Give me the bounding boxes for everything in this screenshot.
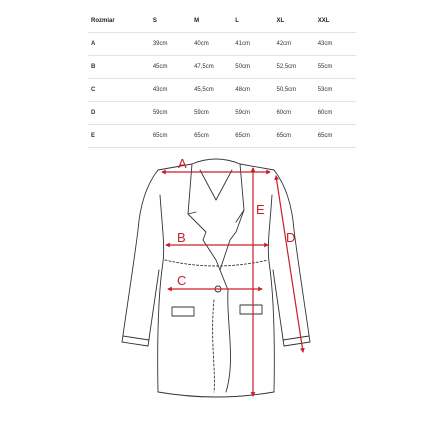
right-pocket: [240, 305, 262, 314]
table-cell: 59cm: [150, 102, 191, 125]
collar-back: [192, 159, 240, 164]
neck-v: [200, 170, 232, 200]
label-d: D: [286, 230, 296, 245]
right-lapel: [220, 164, 244, 270]
table-cell: 53cm: [315, 79, 356, 102]
label-b: B: [177, 230, 186, 245]
table-cell: 60cm: [274, 102, 315, 125]
inner-front-edge: [213, 300, 215, 392]
body-right-side: [268, 195, 274, 392]
table-cell: 43cm: [150, 79, 191, 102]
table-cell: 59cm: [191, 102, 232, 125]
table-cell: 48cm: [232, 79, 273, 102]
left-cuff: [123, 336, 149, 340]
table-cell: 59cm: [232, 102, 273, 125]
right-shoulder: [240, 164, 274, 170]
left-sleeve: [122, 170, 159, 346]
header-xl: XL: [274, 10, 315, 33]
row-label: C: [88, 79, 150, 102]
header-s: S: [150, 10, 191, 33]
row-label: A: [88, 33, 150, 56]
header-l: L: [232, 10, 273, 33]
row-label: B: [88, 56, 150, 79]
table-cell: 55cm: [315, 56, 356, 79]
table-cell: 50,5cm: [274, 79, 315, 102]
row-label: D: [88, 102, 150, 125]
table-cell: 65cm: [274, 125, 315, 148]
body-left-side: [158, 195, 164, 392]
left-lapel: [188, 164, 228, 290]
table-cell: 65cm: [191, 125, 232, 148]
right-cuff: [283, 336, 309, 340]
table-cell: 39cm: [150, 33, 191, 56]
header-xxl: XXL: [315, 10, 356, 33]
row-label: E: [88, 125, 150, 148]
header-m: M: [191, 10, 232, 33]
table-cell: 45cm: [150, 56, 191, 79]
jacket-outline: [122, 159, 310, 397]
left-pocket: [172, 307, 194, 316]
label-c: C: [177, 273, 187, 288]
table-cell: 65cm: [315, 125, 356, 148]
table-cell: 65cm: [150, 125, 191, 148]
table-cell: 65cm: [232, 125, 273, 148]
table-cell: 50cm: [232, 56, 273, 79]
header-size: Rozmiar: [88, 10, 150, 33]
hem: [158, 392, 274, 397]
table-cell: 52,5cm: [274, 56, 315, 79]
table-cell: 41cm: [232, 33, 273, 56]
table-cell: 60cm: [315, 102, 356, 125]
front-edge: [226, 290, 231, 392]
left-collar-notch: [188, 212, 196, 214]
table-cell: 45,5cm: [191, 79, 232, 102]
table-cell: 40cm: [191, 33, 232, 56]
table-cell: 43cm: [315, 33, 356, 56]
label-a: A: [178, 156, 187, 171]
table-cell: 42cm: [274, 33, 315, 56]
label-e: E: [256, 202, 265, 217]
left-shoulder: [158, 164, 192, 170]
table-cell: 47,5cm: [191, 56, 232, 79]
